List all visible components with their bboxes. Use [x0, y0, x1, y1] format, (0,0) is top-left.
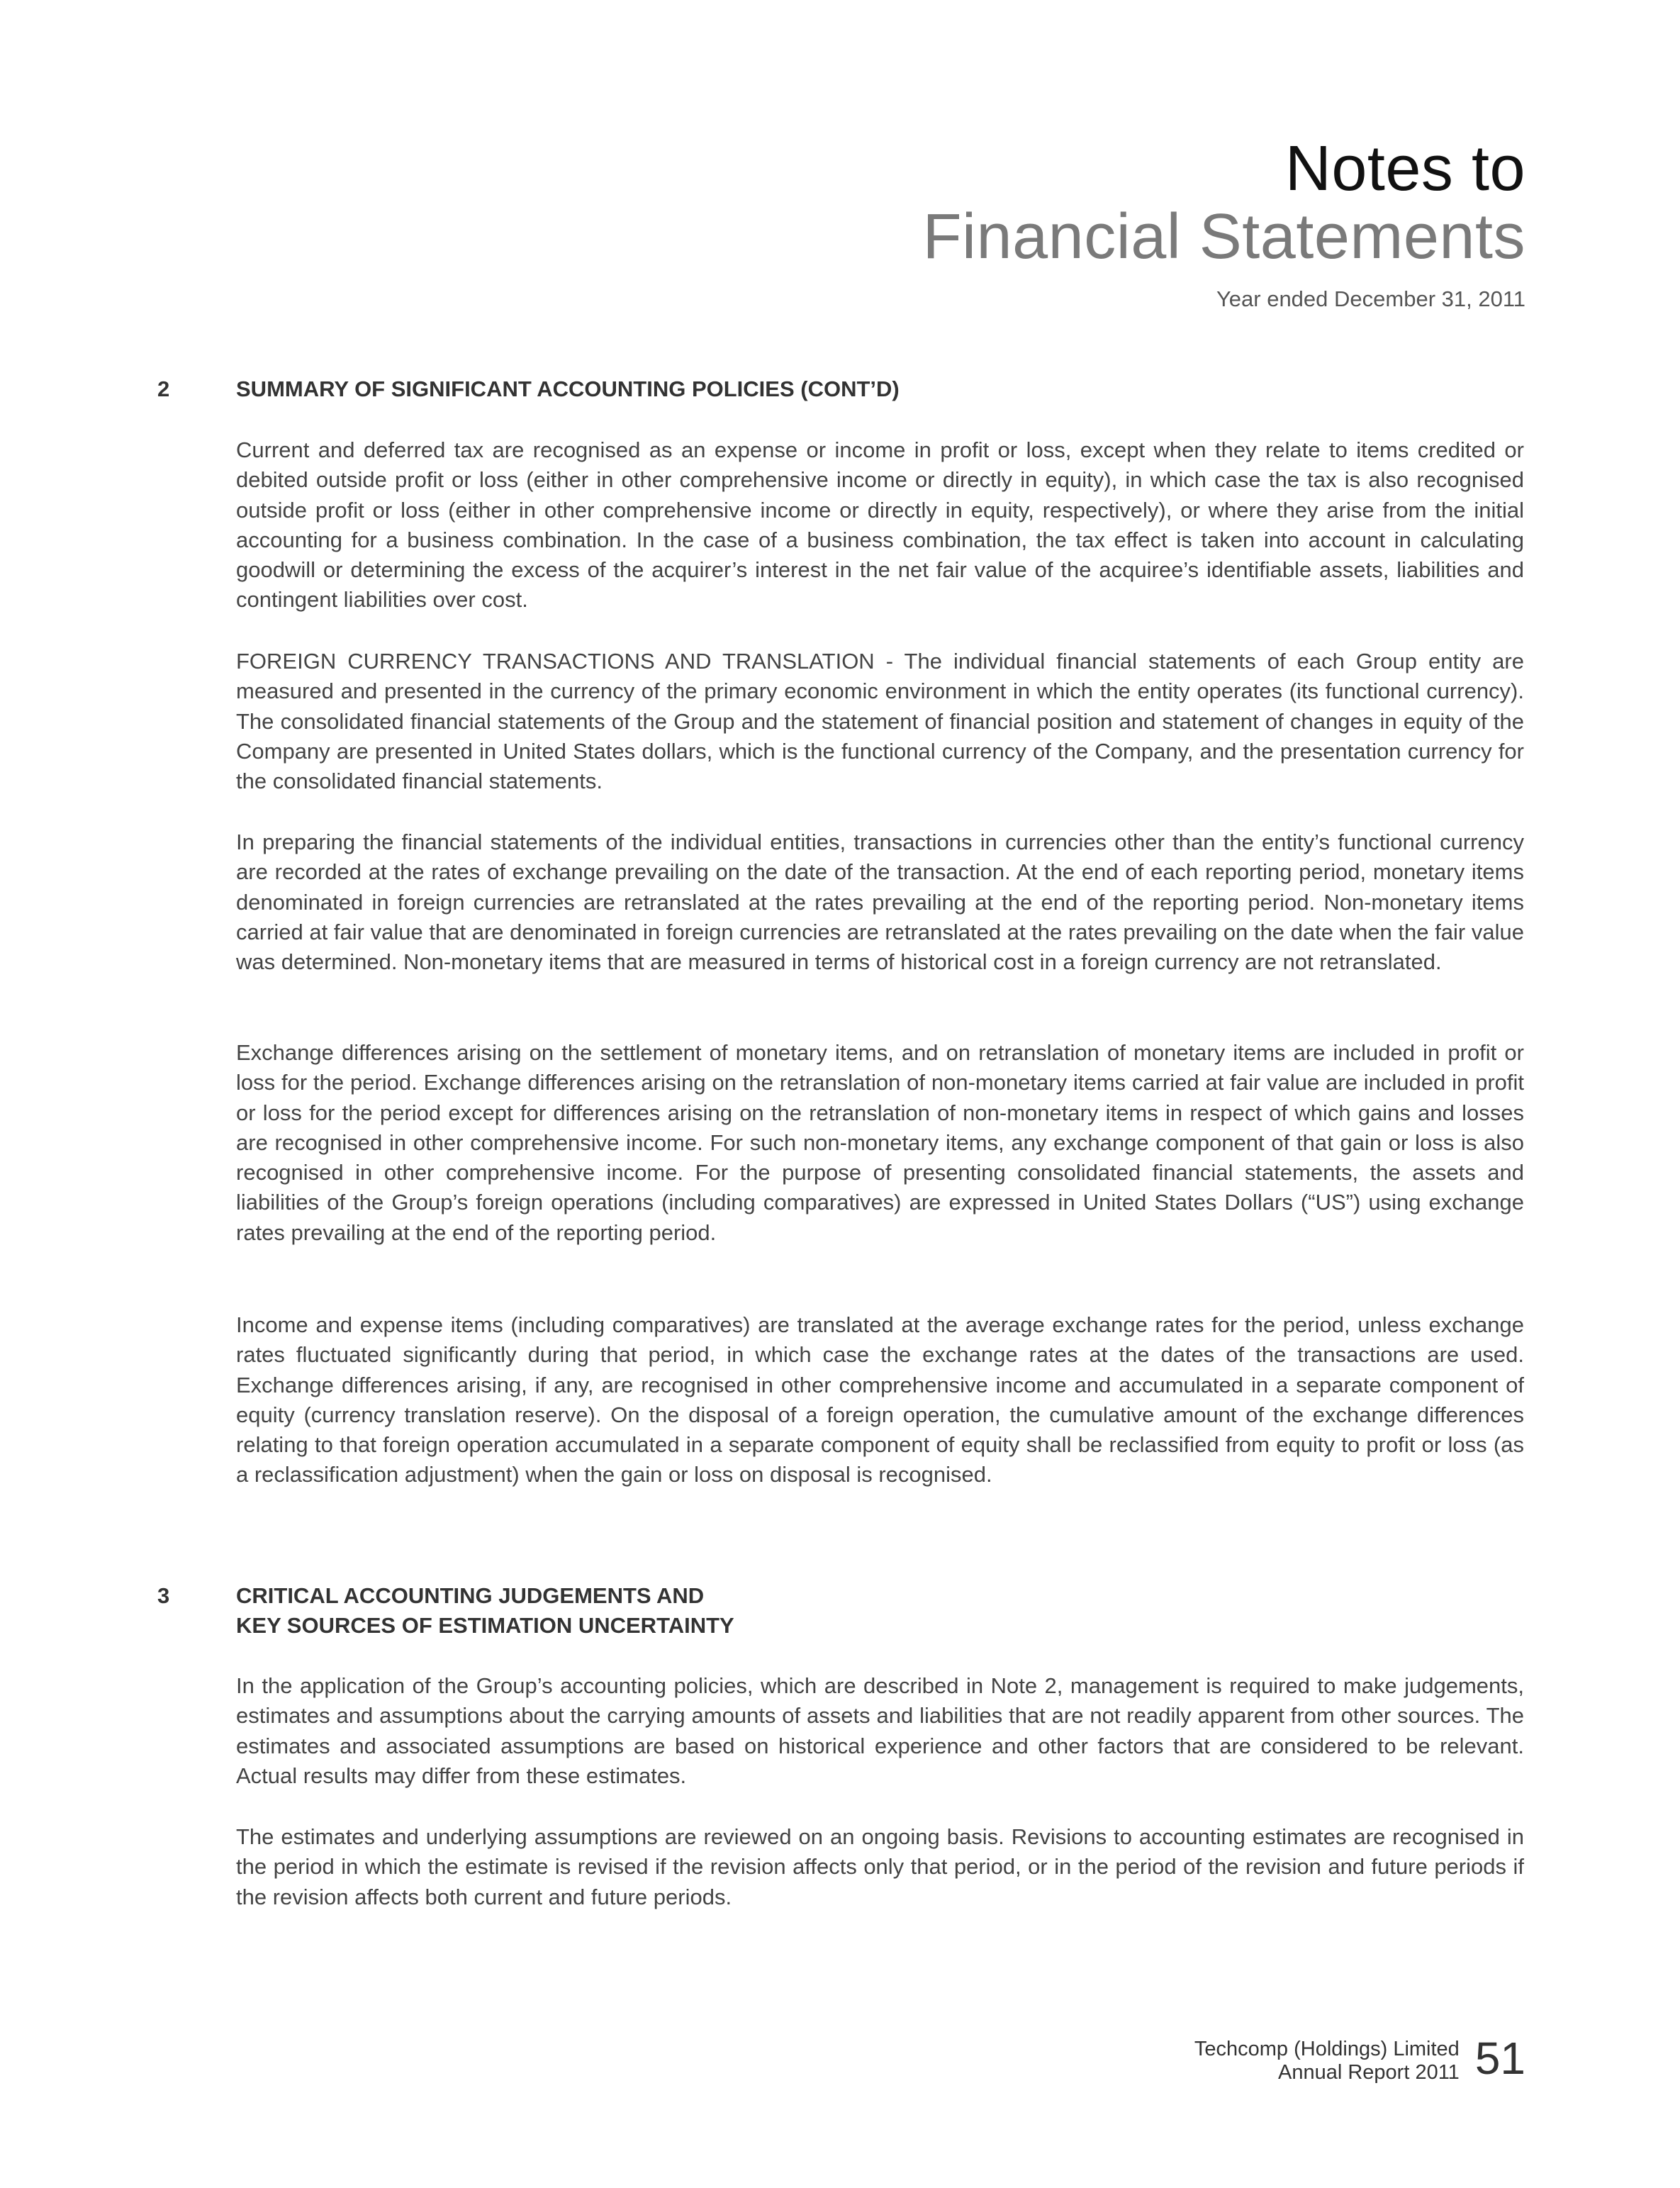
section-heading-line: KEY SOURCES OF ESTIMATION UNCERTAINTY — [236, 1613, 734, 1638]
footer-report-name: Annual Report 2011 — [1277, 2061, 1460, 2084]
section-heading: SUMMARY OF SIGNIFICANT ACCOUNTING POLICIES (CONT’D) — [236, 376, 900, 401]
section-number: 2 — [157, 376, 170, 401]
paragraph-exchange-differences: Exchange differences arising on the settlement of monetary items, and on retranslation of monetary items are included in profit or loss for the period. Exchange differences arising on the retranslation of non-monetary items carried at fair value are included in profit or loss for the period except for differences arising on the retranslation of non-monetary items in respect of which gains and losses are recognised in other comprehensive income. For such non-monetary items, any exchange component of that gain or loss is also recognised in other comprehensive income. For the purpose of presenting consolidated financial statements, the assets and liabilities of the Group’s foreign operations (including comparatives) are expressed in United States Dollars (“US”) using exchange rates prevailing at the end of the reporting period. — [236, 1040, 1524, 1245]
paragraph-foreign-currency: FOREIGN CURRENCY TRANSACTIONS AND TRANSLATION - The individual financial statements of each Group entity are measured and presented in the currency of the primary economic environment in which the entity operates (its functional currency). The consolidated financial statements of the Group and the statement of financial position and statement of changes in equity of the Company are presented in United States dollars, which is the functional currency of the Company, and the presentation currency for the consolidated financial statements. — [236, 649, 1524, 794]
section-number: 3 — [157, 1583, 170, 1608]
page-number: 51 — [1474, 2033, 1525, 2084]
page-header — [923, 135, 1525, 312]
paragraph-income-expense: Income and expense items (including comparatives) are translated at the average exchange rates for the period, unless exchange rates fluctuated significantly during that period, in which case the exchange rates at the dates of the transactions are used. Exchange differences arising, if any, are recognised in other comprehensive income and accumulated in a separate component of equity (currency translation reserve). On the disposal of a foreign operation, the cumulative amount of the exchange differences relating to that foreign operation accumulated in a separate component of equity shall be reclassified from equity to profit or loss (as a reclassification adjustment) when the gain or loss on disposal is recognised. — [236, 1312, 1524, 1487]
paragraph-deferred-tax: Current and deferred tax are recognised as an expense or income in profit or loss, except when they relate to items credited or debited outside profit or loss (either in other comprehensive income or directly in equity), in which case the tax is also recognised outside profit or loss (either in other comprehensive income or directly in equity, respectively), or where they arise from the initial accounting for a business combination. In the case of a business combination, the tax effect is taken into account in calculating goodwill or determining the excess of the acquirer’s interest in the net fair value of the acquiree’s identifiable assets, liabilities and contingent liabilities over cost. — [236, 437, 1524, 613]
paragraph-estimates: The estimates and underlying assumptions are reviewed on an ongoing basis. Revisions to accounting estimates are recognised in the period in which the estimate is revised if the revision affects only that period, or in the period of the revision and future periods if the revision affects both current and future periods. — [236, 1824, 1524, 1909]
paragraph-judgements: In the application of the Group’s accounting policies, which are described in Note 2, management is required to make judgements, estimates and assumptions about the carrying amounts of assets and liabilities that are not readily apparent from other sources. The estimates and associated assumptions are based on historical experience and other factors that are considered to be relevant. Actual results may differ from these estimates. — [236, 1673, 1524, 1788]
period-subtitle: Year ended December 31, 2011 — [1216, 286, 1525, 311]
footer-publication — [1194, 2033, 1460, 2084]
page-footer — [1194, 2033, 1525, 2084]
page-title: Notes to — [1284, 133, 1525, 204]
section-heading-line: CRITICAL ACCOUNTING JUDGEMENTS AND — [236, 1583, 705, 1608]
section-heading — [236, 1581, 1526, 1641]
page-title-secondary: Financial Statements — [922, 201, 1525, 272]
footer-company-name: Techcomp (Holdings) Limited — [1194, 2038, 1460, 2060]
paragraph-individual-entities: In preparing the financial statements of the individual entities, transactions in currencies other than the entity’s functional currency are recorded at the rates of exchange prevailing on the date of the transaction. At the end of each reporting period, monetary items denominated in foreign currencies are retranslated at the rates prevailing at the end of the reporting period. Non-monetary items carried at fair value that are denominated in foreign currencies are retranslated at the rates prevailing on the date when the fair value was determined. Non-monetary items that are measured in terms of historical cost in a foreign currency are not retranslated. — [236, 830, 1524, 975]
